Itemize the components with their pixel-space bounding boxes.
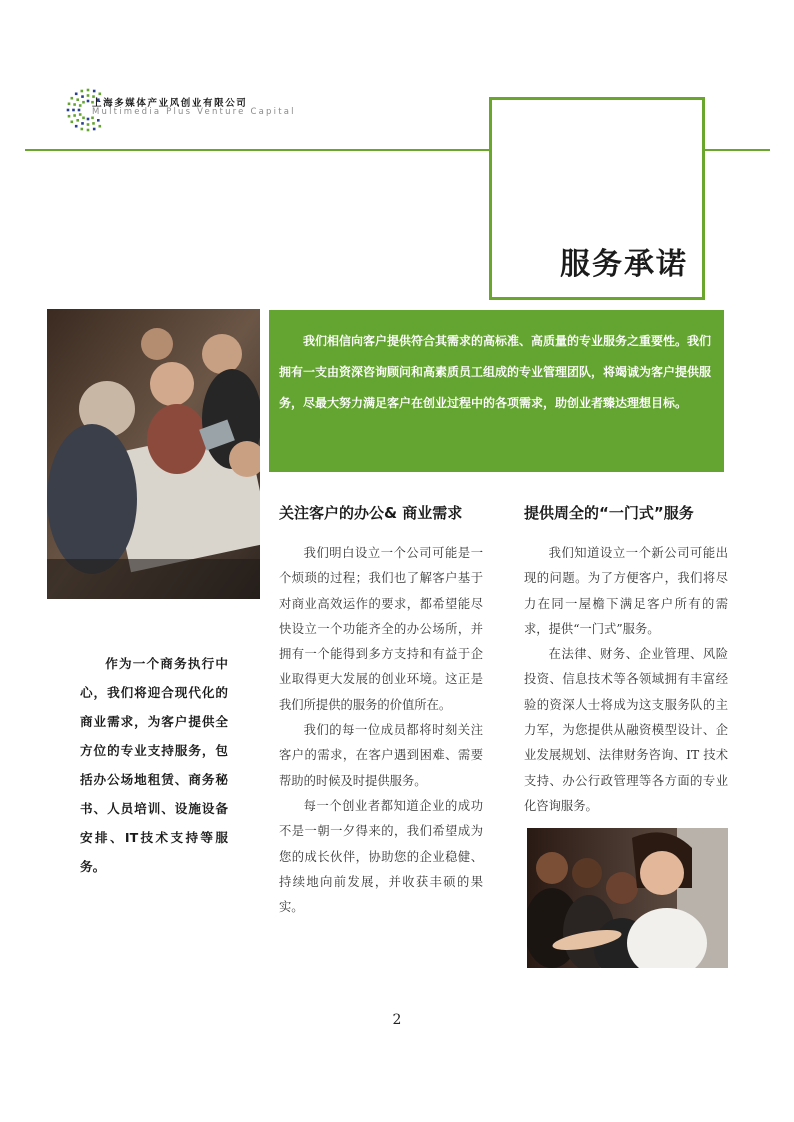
logo-dot [81,128,84,131]
logo-dot [99,125,102,128]
service-summary-text: 作为一个商务执行中心，我们将迎合现代化的商业需求，为客户提供全方位的专业支持服务，包括办公场地租赁、商务秘书、人员培训、设施设备安排、IT技术支持等服务。 [80,656,228,874]
logo-dot [71,97,74,100]
paragraph: 我们知道设立一个新公司可能出现的问题。为了方便客户，我们将尽力在同一屋檐下满足客户所有的需求，提供“一门式”服务。 [524,546,728,636]
logo-dot [79,113,82,116]
logo-dot [78,109,81,112]
middle-column-text [279,541,483,920]
paragraph: 在法律、财务、企业管理、风险投资、信息技术等各领域拥有丰富经验的资深人士将成为这支服务队的主力军，为您提供从融资模型设计、企业发展规划、法律财务咨询、IT 技术支持、办公行政管理等各方面的专业化咨询服务。 [524,647,728,813]
logo-dot [68,115,71,118]
logo-dot [93,90,96,93]
intro-text: 我们相信向客户提供符合其需求的高标准、高质量的专业服务之重要性。我们拥有一支由资深咨询顾问和高素质员工组成的专业管理团队，将竭诚为客户提供服务，尽最大努力满足客户在创业过程中的各项需求，助创业者臻达理想目标。 [279,334,712,410]
right-column-heading: 提供周全的“一门式”服务 [524,504,694,522]
logo-dot [87,100,90,103]
title-box [489,97,705,300]
company-logo [66,78,296,142]
logo-dot [82,117,85,120]
logo-dot [68,103,71,106]
logo-name-cn: 上海多媒体产业风创业有限公司 [92,98,248,109]
logo-dot [87,89,90,92]
logo-dot [81,90,84,93]
logo-dot [87,118,90,121]
logo-dot [87,94,90,97]
business-team-photo [527,828,728,968]
logo-dot [93,128,96,131]
logo-name-en: Multimedia Plus Venture Capital [92,107,296,117]
paragraph: 我们明白设立一个公司可能是一个烦琐的过程；我们也了解客户基于对商业高效运作的要求，都希望能尽快设立一个功能齐全的办公场所，并拥有一个能得到多方支持和有益于企业取得更大发展的创业环境。这正是我们所提供的服务的价值所在。 [279,546,483,712]
team-meeting-photo [47,309,260,599]
logo-dot [76,119,79,122]
logo-dot [79,104,82,107]
logo-dot [87,123,90,126]
page-number: 2 [392,1012,402,1028]
logo-dot [97,119,100,122]
logo-dot [67,109,70,112]
logo-dot [81,122,84,125]
logo-dot [75,125,78,128]
logo-dot [87,129,90,132]
logo-dot [73,103,76,106]
logo-dot [71,121,74,124]
logo-dot [73,114,76,117]
right-column-text [524,541,728,819]
paragraph: 我们的每一位成员都将时刻关注客户的需求，在客户遇到困难、需要帮助的时候及时提供服务。 [279,723,483,788]
logo-dot [75,93,78,96]
logo-dot [82,101,85,104]
page-title: 服务承诺 [560,247,688,282]
middle-column-heading: 关注客户的办公& 商业需求 [279,504,463,522]
logo-dot [72,109,75,112]
logo-dot [76,98,79,101]
logo-dot [81,95,84,98]
logo-dot [92,122,95,125]
paragraph: 每一个创业者都知道企业的成功不是一朝一夕得来的，我们希望成为您的成长伙伴，协助您的企业稳健、持续地向前发展，并收获丰硕的果实。 [279,798,483,915]
intro-box [269,310,724,472]
